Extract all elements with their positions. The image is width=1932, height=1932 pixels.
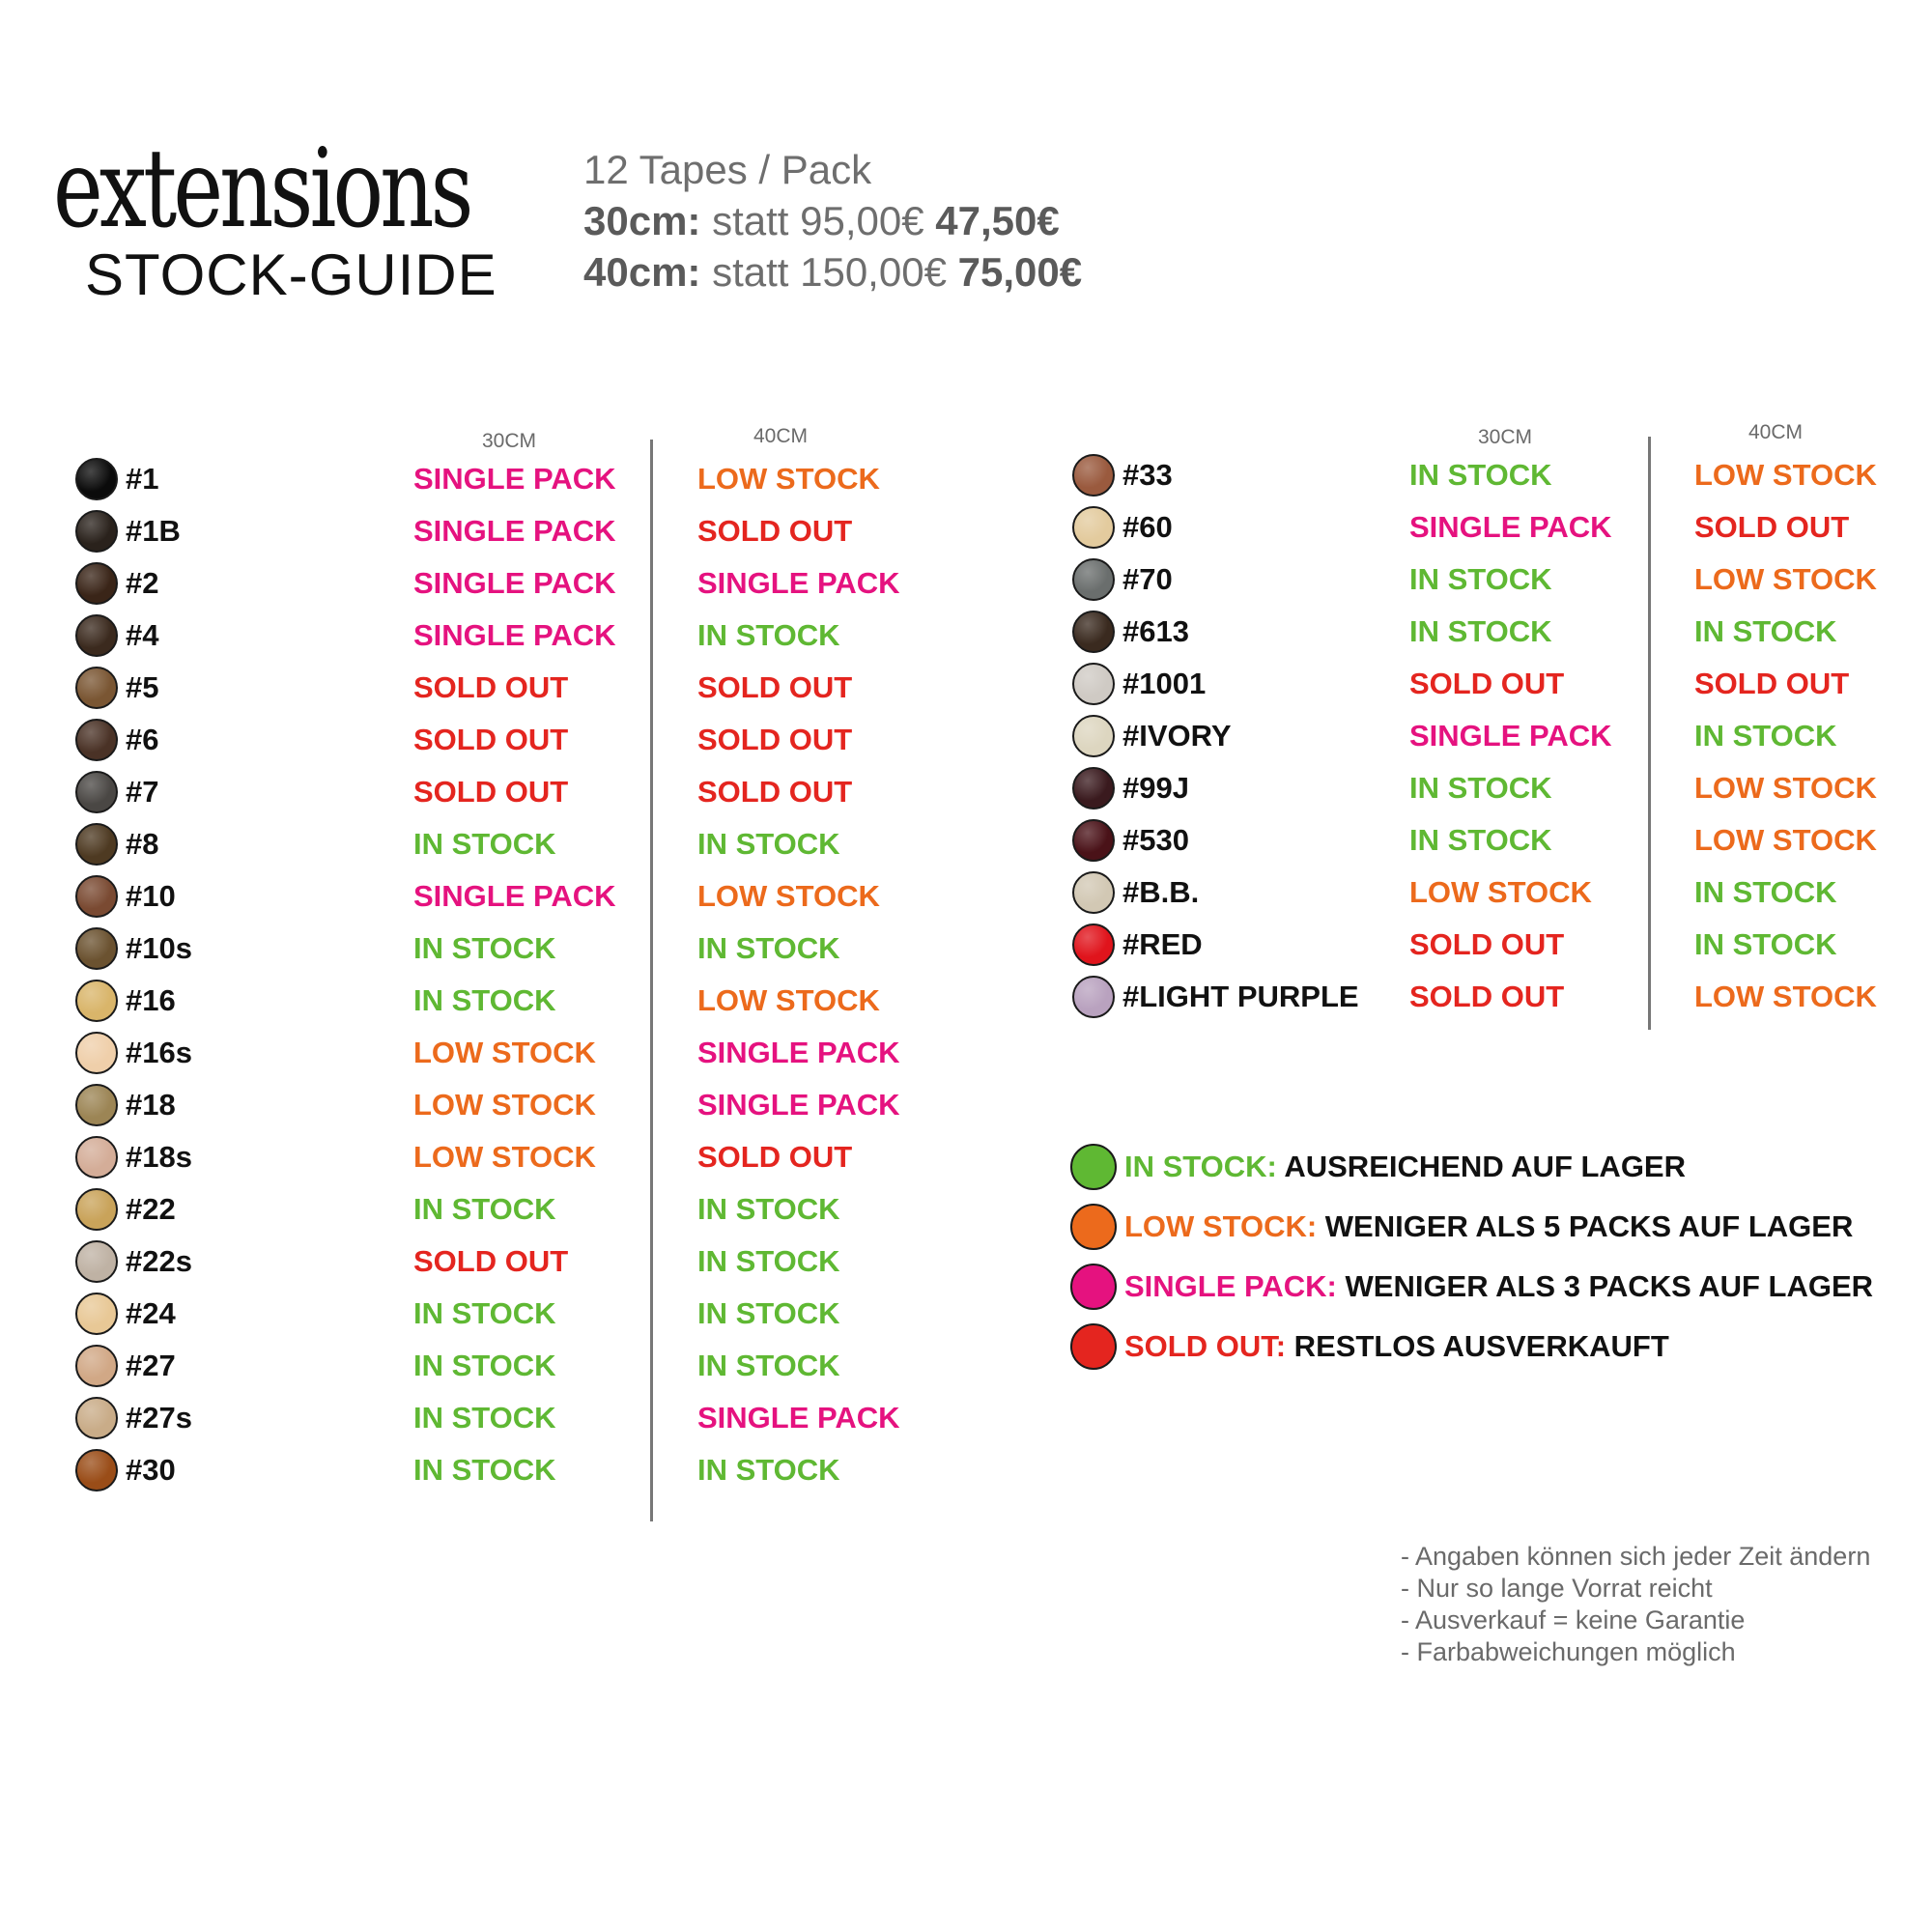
table-row <box>75 719 929 765</box>
table-row <box>75 614 929 661</box>
color-code: #22 <box>126 1192 176 1226</box>
table-row <box>75 667 929 713</box>
table-row <box>1072 819 1926 866</box>
status-30cm: IN STOCK <box>413 1453 556 1487</box>
color-code: #10s <box>126 931 192 965</box>
table-row <box>75 927 929 974</box>
legend-status: SINGLE PACK: <box>1124 1269 1337 1303</box>
color-code: #5 <box>126 670 159 704</box>
color-code: #613 <box>1122 614 1189 648</box>
legend-label <box>1124 1209 1853 1244</box>
legend-color-dot <box>1070 1264 1117 1310</box>
price-label: 30cm: <box>583 198 701 243</box>
color-code: #LIGHT PURPLE <box>1122 980 1359 1013</box>
status-30cm: IN STOCK <box>413 1349 556 1382</box>
status-40cm: LOW STOCK <box>1694 562 1877 596</box>
status-40cm: LOW STOCK <box>1694 458 1877 492</box>
column-header-40cm: 40CM <box>1748 421 1804 443</box>
color-code: #16s <box>126 1036 192 1069</box>
color-code: #60 <box>1122 510 1173 544</box>
status-30cm: IN STOCK <box>1409 823 1552 857</box>
status-40cm: SOLD OUT <box>697 723 853 756</box>
legend-color-dot <box>1070 1323 1117 1370</box>
color-code: #27 <box>126 1349 176 1382</box>
color-swatch <box>1072 923 1115 966</box>
status-30cm: IN STOCK <box>413 1192 556 1226</box>
status-30cm: IN STOCK <box>1409 458 1552 492</box>
color-code: #99J <box>1122 771 1189 805</box>
table-row <box>75 562 929 609</box>
color-swatch <box>1072 976 1115 1018</box>
status-40cm: IN STOCK <box>697 618 840 652</box>
table-row <box>75 1188 929 1235</box>
status-40cm: IN STOCK <box>1694 719 1837 753</box>
column-header-40cm: 40CM <box>753 425 809 447</box>
status-30cm: LOW STOCK <box>413 1140 596 1174</box>
color-code: #18 <box>126 1088 176 1122</box>
color-swatch <box>75 771 118 813</box>
status-30cm: SINGLE PACK <box>1409 510 1612 544</box>
color-swatch <box>75 614 118 657</box>
color-swatch <box>1072 506 1115 549</box>
price-label: 40cm: <box>583 249 701 295</box>
status-30cm: SOLD OUT <box>1409 927 1565 961</box>
disclaimer-notes <box>1401 1541 1870 1668</box>
color-swatch <box>75 562 118 605</box>
color-code: #24 <box>126 1296 176 1330</box>
table-row <box>75 771 929 817</box>
note-line: - Farbabweichungen möglich <box>1401 1637 1736 1666</box>
page-title: STOCK-GUIDE <box>85 242 497 307</box>
status-40cm: LOW STOCK <box>697 462 880 496</box>
status-40cm: IN STOCK <box>697 1296 840 1330</box>
price-new: 75,00€ <box>957 249 1083 295</box>
price-line-40cm <box>583 249 1082 296</box>
color-code: #18s <box>126 1140 192 1174</box>
status-40cm: SOLD OUT <box>1694 667 1850 700</box>
status-40cm: LOW STOCK <box>1694 980 1877 1013</box>
status-30cm: SOLD OUT <box>413 723 569 756</box>
color-code: #2 <box>126 566 159 600</box>
color-swatch <box>75 667 118 709</box>
legend-color-dot <box>1070 1204 1117 1250</box>
color-swatch <box>1072 819 1115 862</box>
status-40cm: LOW STOCK <box>1694 823 1877 857</box>
note-line: - Ausverkauf = keine Garantie <box>1401 1605 1746 1634</box>
color-swatch <box>75 719 118 761</box>
color-code: #70 <box>1122 562 1173 596</box>
table-row <box>75 1397 929 1443</box>
color-code: #1 <box>126 462 159 496</box>
status-30cm: SINGLE PACK <box>413 618 616 652</box>
table-row <box>1072 976 1926 1022</box>
legend-item <box>1070 1264 1874 1314</box>
legend-description: WENIGER ALS 5 PACKS AUF LAGER <box>1317 1209 1854 1243</box>
note-line: - Nur so lange Vorrat reicht <box>1401 1574 1713 1603</box>
status-30cm: IN STOCK <box>413 827 556 861</box>
status-40cm: LOW STOCK <box>1694 771 1877 805</box>
price-old: statt 95,00€ <box>700 198 936 243</box>
table-row <box>75 1293 929 1339</box>
color-swatch <box>75 875 118 918</box>
color-swatch <box>1072 558 1115 601</box>
color-code: #B.B. <box>1122 875 1200 909</box>
status-30cm: SINGLE PACK <box>1409 719 1612 753</box>
legend-description: RESTLOS AUSVERKAUFT <box>1286 1329 1669 1363</box>
status-30cm: SOLD OUT <box>1409 667 1565 700</box>
table-row <box>75 458 929 504</box>
table-row <box>1072 558 1926 605</box>
table-row <box>75 1136 929 1182</box>
legend-label <box>1124 1150 1686 1184</box>
table-row <box>75 875 929 922</box>
table-row <box>1072 454 1926 500</box>
color-swatch <box>1072 767 1115 810</box>
color-swatch <box>1072 454 1115 497</box>
status-40cm: SINGLE PACK <box>697 1088 900 1122</box>
status-30cm: SOLD OUT <box>413 1244 569 1278</box>
status-40cm: SOLD OUT <box>697 670 853 704</box>
legend-color-dot <box>1070 1144 1117 1190</box>
color-swatch <box>75 1240 118 1283</box>
color-swatch <box>75 927 118 970</box>
status-30cm: SOLD OUT <box>413 775 569 809</box>
color-code: #1B <box>126 514 181 548</box>
status-30cm: SINGLE PACK <box>413 462 616 496</box>
table-row <box>1072 923 1926 970</box>
color-swatch <box>75 1345 118 1387</box>
status-30cm: SOLD OUT <box>1409 980 1565 1013</box>
status-40cm: SINGLE PACK <box>697 566 900 600</box>
color-swatch <box>75 1449 118 1492</box>
price-old: statt 150,00€ <box>700 249 958 295</box>
color-swatch <box>75 1397 118 1439</box>
legend-description: WENIGER ALS 3 PACKS AUF LAGER <box>1336 1269 1874 1303</box>
color-swatch <box>1072 611 1115 653</box>
color-swatch <box>75 1188 118 1231</box>
status-40cm: SOLD OUT <box>1694 510 1850 544</box>
status-40cm: IN STOCK <box>1694 927 1837 961</box>
table-row <box>1072 871 1926 918</box>
color-swatch <box>75 1032 118 1074</box>
status-40cm: IN STOCK <box>697 827 840 861</box>
color-code: #33 <box>1122 458 1173 492</box>
status-30cm: SOLD OUT <box>413 670 569 704</box>
status-40cm: IN STOCK <box>697 1244 840 1278</box>
status-30cm: LOW STOCK <box>413 1036 596 1069</box>
color-code: #7 <box>126 775 159 809</box>
price-line-30cm <box>583 198 1060 244</box>
status-40cm: LOW STOCK <box>697 879 880 913</box>
status-40cm: SINGLE PACK <box>697 1401 900 1435</box>
color-swatch <box>75 510 118 553</box>
status-40cm: LOW STOCK <box>697 983 880 1017</box>
color-swatch <box>75 980 118 1022</box>
legend-item <box>1070 1144 1862 1194</box>
legend-status: LOW STOCK: <box>1124 1209 1318 1243</box>
color-code: #1001 <box>1122 667 1207 700</box>
note-line: - Angaben können sich jeder Zeit ändern <box>1401 1542 1871 1571</box>
brand-logo: extensions <box>53 127 470 252</box>
table-row <box>1072 663 1926 709</box>
status-30cm: IN STOCK <box>413 1296 556 1330</box>
legend-status: IN STOCK: <box>1124 1150 1277 1183</box>
legend-label <box>1124 1329 1669 1364</box>
color-code: #22s <box>126 1244 192 1278</box>
status-40cm: IN STOCK <box>697 931 840 965</box>
table-row <box>1072 506 1926 553</box>
color-code: #6 <box>126 723 159 756</box>
legend-status: SOLD OUT: <box>1124 1329 1287 1363</box>
price-new: 47,50€ <box>935 198 1060 243</box>
color-swatch <box>75 458 118 500</box>
color-swatch <box>75 1293 118 1335</box>
table-row <box>75 1345 929 1391</box>
table-row <box>75 1240 929 1287</box>
table-row <box>75 1084 929 1130</box>
table-row <box>75 980 929 1026</box>
status-40cm: IN STOCK <box>697 1349 840 1382</box>
pack-info: 12 Tapes / Pack <box>583 147 872 192</box>
status-30cm: IN STOCK <box>413 931 556 965</box>
color-code: #27s <box>126 1401 192 1435</box>
table-row <box>75 1449 929 1495</box>
status-40cm: SOLD OUT <box>697 514 853 548</box>
color-swatch <box>75 1084 118 1126</box>
table-row <box>75 1032 929 1078</box>
status-40cm: IN STOCK <box>1694 875 1837 909</box>
column-header-30cm: 30CM <box>1478 426 1533 448</box>
status-30cm: LOW STOCK <box>413 1088 596 1122</box>
status-40cm: IN STOCK <box>1694 614 1837 648</box>
status-30cm: IN STOCK <box>1409 562 1552 596</box>
color-swatch <box>75 823 118 866</box>
status-40cm: IN STOCK <box>697 1453 840 1487</box>
color-swatch <box>75 1136 118 1179</box>
status-30cm: SINGLE PACK <box>413 566 616 600</box>
color-code: #8 <box>126 827 159 861</box>
status-30cm: SINGLE PACK <box>413 514 616 548</box>
legend-item <box>1070 1204 1862 1254</box>
color-code: #30 <box>126 1453 176 1487</box>
status-30cm: IN STOCK <box>413 983 556 1017</box>
color-code: #4 <box>126 618 159 652</box>
color-code: #IVORY <box>1122 719 1232 753</box>
table-row <box>1072 611 1926 657</box>
status-40cm: SINGLE PACK <box>697 1036 900 1069</box>
status-30cm: IN STOCK <box>1409 614 1552 648</box>
table-row <box>1072 715 1926 761</box>
color-swatch <box>1072 871 1115 914</box>
legend-description: AUSREICHEND AUF LAGER <box>1276 1150 1686 1183</box>
status-40cm: IN STOCK <box>697 1192 840 1226</box>
column-header-30cm: 30CM <box>482 430 537 452</box>
status-30cm: IN STOCK <box>413 1401 556 1435</box>
status-40cm: SOLD OUT <box>697 775 853 809</box>
status-30cm: LOW STOCK <box>1409 875 1592 909</box>
legend-item <box>1070 1323 1862 1374</box>
table-row <box>75 510 929 556</box>
color-code: #16 <box>126 983 176 1017</box>
color-code: #530 <box>1122 823 1189 857</box>
color-code: #RED <box>1122 927 1203 961</box>
color-swatch <box>1072 663 1115 705</box>
status-40cm: SOLD OUT <box>697 1140 853 1174</box>
legend-label <box>1124 1269 1873 1304</box>
color-swatch <box>1072 715 1115 757</box>
table-row <box>75 823 929 869</box>
table-row <box>1072 767 1926 813</box>
status-30cm: IN STOCK <box>1409 771 1552 805</box>
status-30cm: SINGLE PACK <box>413 879 616 913</box>
color-code: #10 <box>126 879 176 913</box>
